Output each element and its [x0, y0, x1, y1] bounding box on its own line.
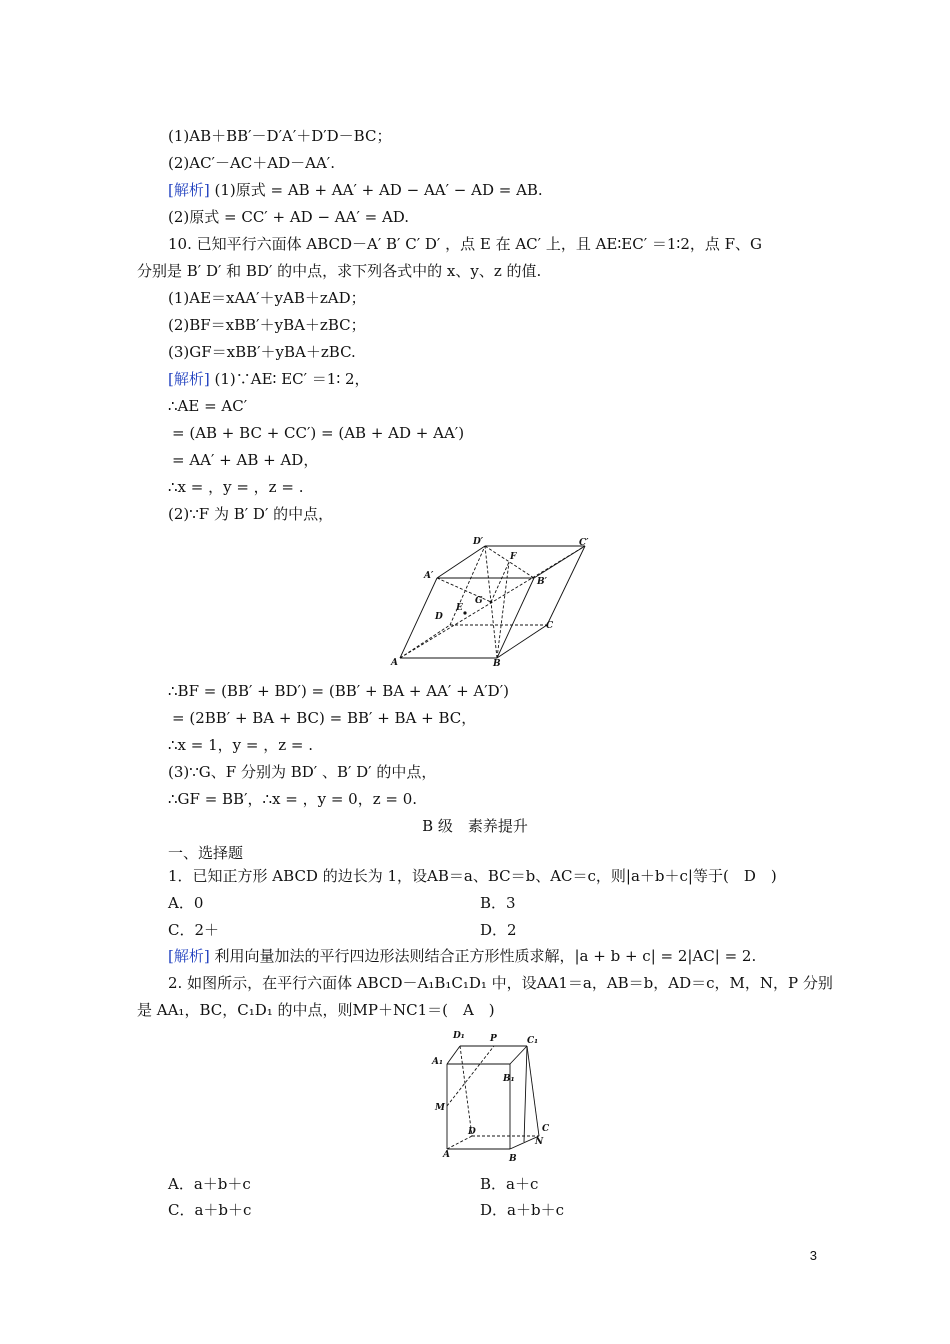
label-E: E [456, 603, 463, 613]
line-text: D．a＋b＋c [480, 1201, 564, 1219]
line-text: = AA′ + AB + AD， [172, 451, 319, 469]
line-text: (3)GF＝xBB′＋yBA＋zBC. [168, 343, 356, 361]
text-line-l19 [168, 762, 436, 782]
label-C: C [542, 1124, 550, 1134]
text-line-l23 [168, 866, 777, 886]
label-N: N [535, 1137, 544, 1147]
label-P: P [490, 1034, 497, 1044]
label-Dprime: D′ [473, 537, 484, 547]
line-text: D．2 [480, 921, 517, 939]
line-text: (2)∵F 为 B′ D′ 的中点， [168, 505, 334, 523]
line-text: 2. 如图所示，在平行六面体 ABCD－A₁B₁C₁D₁ 中，设AA1＝a，AB＝b，AD＝c，M，N，P 分别 [168, 974, 833, 992]
label-A: A [391, 658, 398, 667]
line-text: A．a＋b＋c [168, 1175, 251, 1193]
text-line-l2 [168, 153, 335, 173]
text-line-l8 [168, 315, 366, 335]
text-line-l13 [172, 450, 318, 470]
line-text: ∴AE = AC′ [168, 397, 248, 415]
text-line-l18 [168, 735, 313, 755]
line-text: 一、选择题 [168, 844, 244, 862]
line-text: C．2＋ [168, 921, 220, 939]
text-line-l17 [172, 708, 476, 728]
text-line-l22 [168, 843, 243, 863]
label-B: B [493, 659, 501, 667]
line-text: 10. 已知平行六面体 ABCD－A′ B′ C′ D′ ，点 E 在 AC′ 上，且 AE∶EC′ ＝1∶2，点 F、G [168, 235, 763, 253]
line-text: (2)BF＝xBB′＋yBA＋zBC； [168, 316, 366, 334]
line-text: A．0 [168, 894, 204, 912]
text-line-l25b [480, 920, 517, 940]
text-line-l25a [168, 920, 219, 940]
line-text: = (AB + BC + CC′) = (AB + AD + AA′) [172, 424, 465, 442]
line-text: ∴GF = BB′，∴x = ，y = 0，z = 0. [168, 790, 418, 808]
text-line-l10 [168, 369, 370, 389]
label-C1: C₁ [527, 1036, 539, 1046]
text-line-l6 [137, 261, 541, 281]
text-line-l27 [168, 973, 833, 993]
text-line-l16 [168, 681, 509, 701]
text-line-l9 [168, 342, 356, 362]
label-A1: A₁ [432, 1057, 443, 1067]
label-F: F [510, 552, 517, 562]
text-line-l20 [168, 789, 417, 809]
text-line-l15 [168, 504, 333, 524]
line-text: (2)原式 = CC′ + AD − AA′ = AD. [168, 208, 410, 226]
section-title: B 级 素养提升 [422, 817, 528, 835]
line-text: B．a＋c [480, 1175, 539, 1193]
line-text: (1)∵AE∶ EC′ ＝1∶ 2， [209, 370, 370, 388]
text-line-l26 [168, 946, 756, 966]
label-Bprime: B′ [537, 577, 547, 587]
line-text: C．a＋b＋c [168, 1201, 252, 1219]
label-Aprime: A′ [424, 571, 434, 581]
label-B1: B₁ [503, 1074, 515, 1084]
line-text: ∴x = 1，y = ，z = . [168, 736, 314, 754]
text-line-l24a [168, 893, 203, 913]
analysis-tag: [解析] [168, 181, 210, 199]
label-D: D [435, 612, 443, 622]
line-text: (1)AB＋BB′－D′A′＋D′D－BC； [168, 127, 392, 145]
text-line-l12 [172, 423, 464, 443]
line-text: B．3 [480, 894, 516, 912]
parallelepiped-figure [385, 535, 595, 667]
line-text: (3)∵G、F 分别为 BD′ 、B′ D′ 的中点， [168, 763, 437, 781]
page-number: 3 [809, 1248, 817, 1263]
text-line-l29a [168, 1174, 251, 1194]
text-line-l30b [480, 1200, 564, 1220]
line-text: 是 AA₁，BC，C₁D₁ 的中点，则MP＋NC1＝( A ) [137, 1001, 495, 1019]
text-line-l4 [168, 207, 409, 227]
line-text: 分别是 B′ D′ 和 BD′ 的中点，求下列各式中的 x、y、z 的值. [137, 262, 542, 280]
label-D: D [468, 1127, 476, 1137]
text-line-l5 [168, 234, 762, 254]
analysis-tag: [解析] [168, 370, 210, 388]
label-M: M [435, 1103, 445, 1113]
parallelepiped-midpoints-figure [427, 1026, 557, 1166]
text-line-l1 [168, 126, 391, 146]
line-text: ∴BF = (BB′ + BD′) = (BB′ + BA + AA′ + A′D′) [168, 682, 509, 700]
text-line-l28 [137, 1000, 495, 1020]
label-Cprime: C′ [579, 538, 589, 548]
line-text: (1)原式 = AB + AA′ + AD − AA′ − AD = AB. [209, 181, 543, 199]
analysis-tag: [解析] [168, 947, 210, 965]
text-line-l24b [480, 893, 516, 913]
text-line-l14 [168, 477, 303, 497]
line-text: (2)AC′－AC＋AD－AA′. [168, 154, 335, 172]
line-text: (1)AE＝xAA′＋yAB＋zAD； [168, 289, 366, 307]
label-C: C [546, 621, 554, 631]
text-line-l3 [168, 180, 543, 200]
line-text: 利用向量加法的平行四边形法则结合正方形性质求解，|a + b + c| = 2|AC| = 2. [209, 947, 757, 965]
line-text: ∴x = ，y = ，z = . [168, 478, 304, 496]
label-D1: D₁ [453, 1031, 465, 1041]
text-line-l7 [168, 288, 366, 308]
line-text: 1．已知正方形 ABCD 的边长为 1，设AB＝a、BC＝b、AC＝c，则|a＋b＋c|等于( D ) [168, 867, 777, 885]
label-A: A [443, 1150, 450, 1160]
text-line-l29b [480, 1174, 538, 1194]
label-B: B [509, 1154, 517, 1164]
text-line-l30a [168, 1200, 251, 1220]
line-text: = (2BB′ + BA + BC) = BB′ + BA + BC， [172, 709, 477, 727]
label-G: G [475, 596, 483, 606]
text-line-l11 [168, 396, 247, 416]
